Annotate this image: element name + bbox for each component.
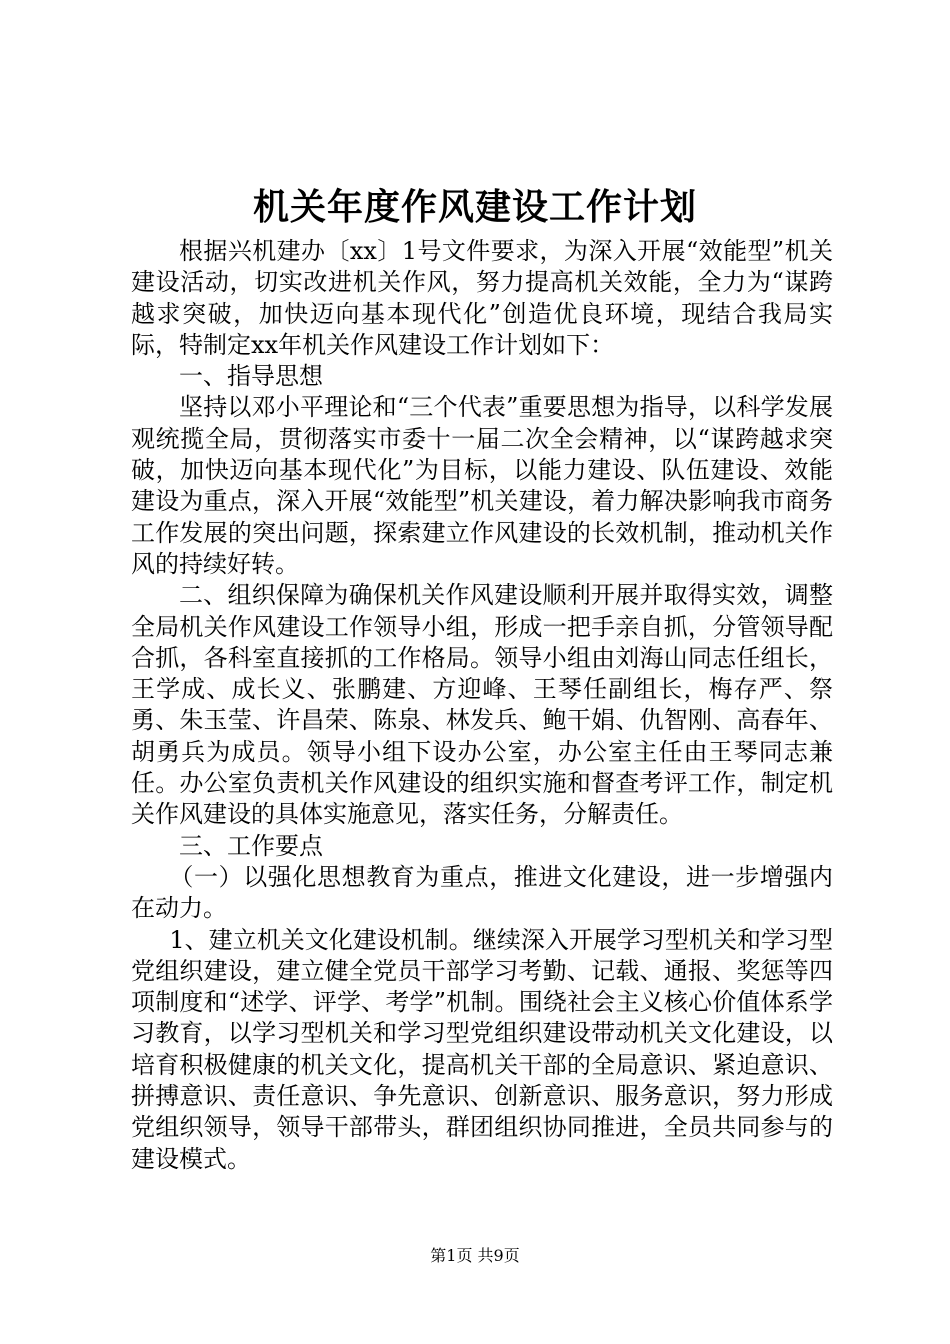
section-heading-guiding-ideology: 一、指导思想 [179,362,323,391]
document-body [131,236,833,1175]
subsection-heading-1: （一）以强化思想教育为重点，推进文化建设，进一步增强内在动力。 [131,862,833,923]
paragraph-item-1: 1、建立机关文化建设机制。继续深入开展学习型机关和学习型党组织建设，建立健全党员干部学习考勤、记载、通报、奖惩等四项制度和“述学、评学、考学”机制。围绕社会主义核心价值体系学习教育，以学习型机关和学习型党组织建设带动机关文化建设，以培育积极健康的机关文化，提高机关干部的全局意识、紧迫意识、拼搏意识、责任意识、争先意识、创新意识、服务意识，努力形成党组织领导，领导干部带头，群团组织协同推进，全员共同参与的建设模式。 [131,925,833,1173]
page-footer: 第1页 共9页 [430,1246,520,1265]
paragraph-intro: 根据兴机建办〔xx〕1号文件要求，为深入开展“效能型”机关建设活动，切实改进机关作风，努力提高机关效能，全力为“谋跨越求突破，加快迈向基本现代化”创造优良环境，现结合我局实际，特制定xx年机关作风建设工作计划如下： [131,237,833,359]
document-title: 机关年度作风建设工作计划 [252,186,697,228]
paragraph-organization: 二、组织保障为确保机关作风建设顺利开展并取得实效，调整全局机关作风建设工作领导小组，形成一把手亲自抓，分管领导配合抓，各科室直接抓的工作格局。领导小组由刘海山同志任组长，王学成、成长义、张鹏建、方迎峰、王琴任副组长，梅存严、祭勇、朱玉莹、许昌荣、陈泉、林发兵、鲍干娟、仇智刚、高春年、胡勇兵为成员。领导小组下设办公室，办公室主任由王琴同志兼任。办公室负责机关作风建设的组织实施和督查考评工作，制定机关作风建设的具体实施意见，落实任务，分解责任。 [131,581,833,829]
paragraph-guiding-ideology: 坚持以邓小平理论和“三个代表”重要思想为指导，以科学发展观统揽全局，贯彻落实市委十一届二次全会精神，以“谋跨越求突破，加快迈向基本现代化”为目标，以能力建设、队伍建设、效能建设为重点，深入开展“效能型”机关建设，着力解决影响我市商务工作发展的突出问题，探索建立作风建设的长效机制，推动机关作风的持续好转。 [131,393,833,578]
section-heading-work-points: 三、工作要点 [179,831,323,860]
